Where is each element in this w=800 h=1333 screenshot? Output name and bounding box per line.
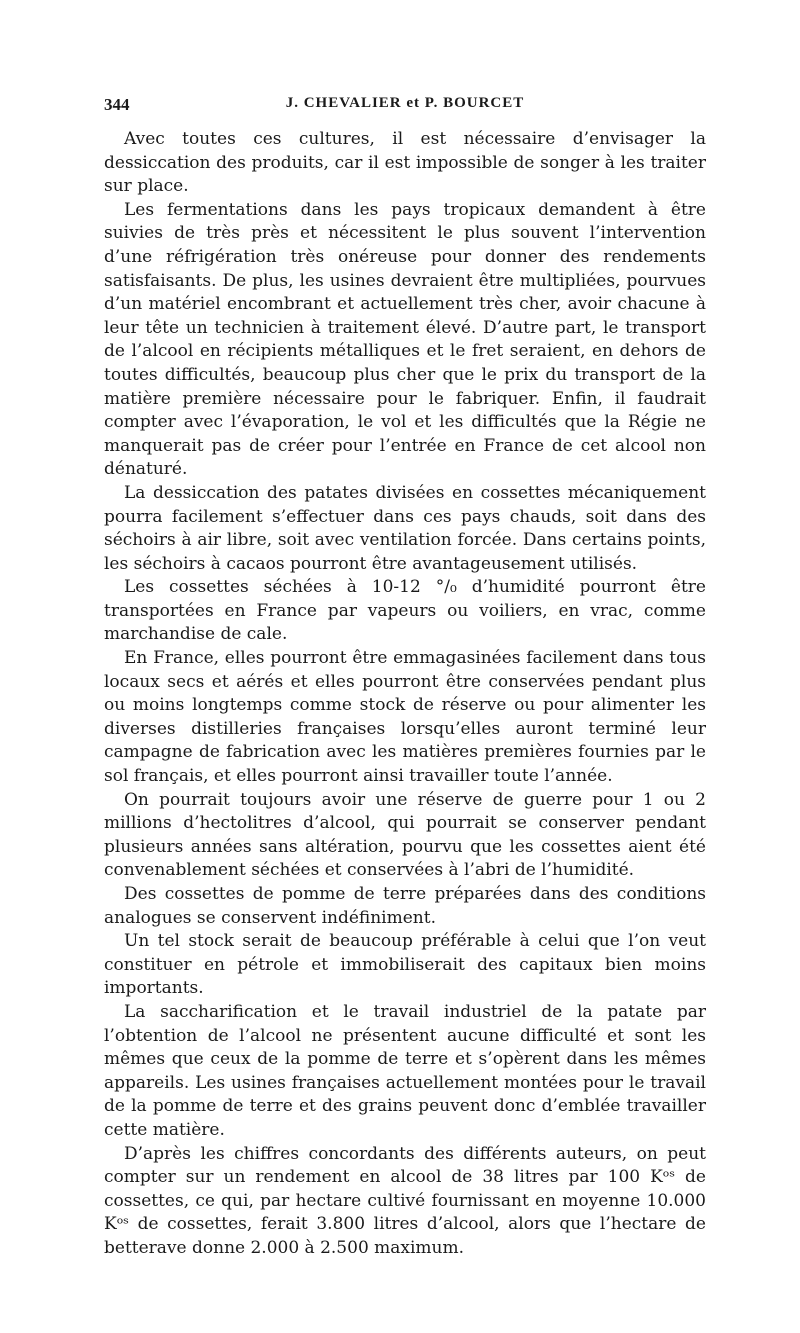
paragraph: Les cossettes séchées à 10-12 °/₀ d’humidité pourront être transportées en France par vapeurs ou voiliers, en vrac, comme marchandise de cale.	[104, 577, 706, 645]
paragraph: Des cossettes de pomme de terre préparées dans des conditions analogues se conservent indéfiniment.	[104, 884, 706, 928]
paragraph: En France, elles pourront être emmagasinées facilement dans tous locaux secs et aérés et elles pourront être conservées pendant plus ou moins longtemps comme stock de réserve ou pour alimenter les diverses distilleries françaises lorsqu’elles auront terminé leur campagne de fabrication avec les matières premières fournies par le sol français, et elles pourront ainsi travailler toute l’année.	[104, 648, 706, 787]
paragraph: Avec toutes ces cultures, il est nécessaire d’envisager la dessiccation des produits, car il est impossible de songer à les traiter sur place.	[104, 129, 706, 197]
paragraph: Les fermentations dans les pays tropicaux demandent à être suivies de très près et nécessitent le plus souvent l’intervention d’une réfrigération très onéreuse pour donner des rendements satisfaisants. De plus, les usines devraient être multipliées, pourvues d’un matériel encombrant et actuellement très cher, avoir chacune à leur tête un technicien à traitement élevé. D’autre part, le transport de l’alcool en récipients métalliques et le fret seraient, en dehors de toutes difficultés, beaucoup plus cher que le prix du transport de la matière première nécessaire pour le fabriquer. Enfin, il faudrait compter avec l’évaporation, le vol et les difficultés que la Régie ne manquerait pas de créer pour l’entrée en France de cet alcool non dénaturé.	[104, 199, 706, 480]
running-title: J. CHEVALIER et P. BOURCET	[285, 95, 525, 111]
paragraph: La saccharification et le travail industriel de la patate par l’obtention de l’alcool ne présentent aucune difficulté et sont les mêmes que ceux de la pomme de terre et s’opèrent dans les mêmes appareils. Les usines françaises actuellement montées pour le travail de la pomme de terre et des grains peuvent donc d’emblée travailler cette matière.	[104, 1001, 706, 1140]
paragraph: D’après les chiffres concordants des différents auteurs, on peut compter sur un rendement en alcool de 38 litres par 100 Kᵒˢ de cossettes, ce qui, par hectare cultivé fournissant en moyenne 10.000 Kᵒˢ de cossettes, ferait 3.800 litres d’alcool, alors que l’hectare de betterave donne 2.000 à 2.500 maximum.	[104, 1143, 706, 1258]
page-header	[104, 95, 706, 119]
paragraph: On pourrait toujours avoir une réserve de guerre pour 1 ou 2 millions d’hectolitres d’alcool, qui pourrait se conserver pendant plusieurs années sans altération, pourvu que les cossettes aient été convenablement séchées et conservées à l’abri de l’humidité.	[104, 789, 706, 881]
page-number: 344	[104, 95, 130, 114]
paragraph: La dessiccation des patates divisées en cossettes mécaniquement pourra facilement s’effectuer dans ces pays chauds, soit dans des séchoirs à air libre, soit avec ventilation forcée. Dans certains points, les séchoirs à cacaos pourront être avantageusement utilisés.	[104, 482, 706, 574]
body-text	[104, 128, 706, 1261]
paragraph: Un tel stock serait de beaucoup préférable à celui que l’on veut constituer en pétrole et immobiliserait des capitaux bien moins importants.	[104, 931, 706, 999]
